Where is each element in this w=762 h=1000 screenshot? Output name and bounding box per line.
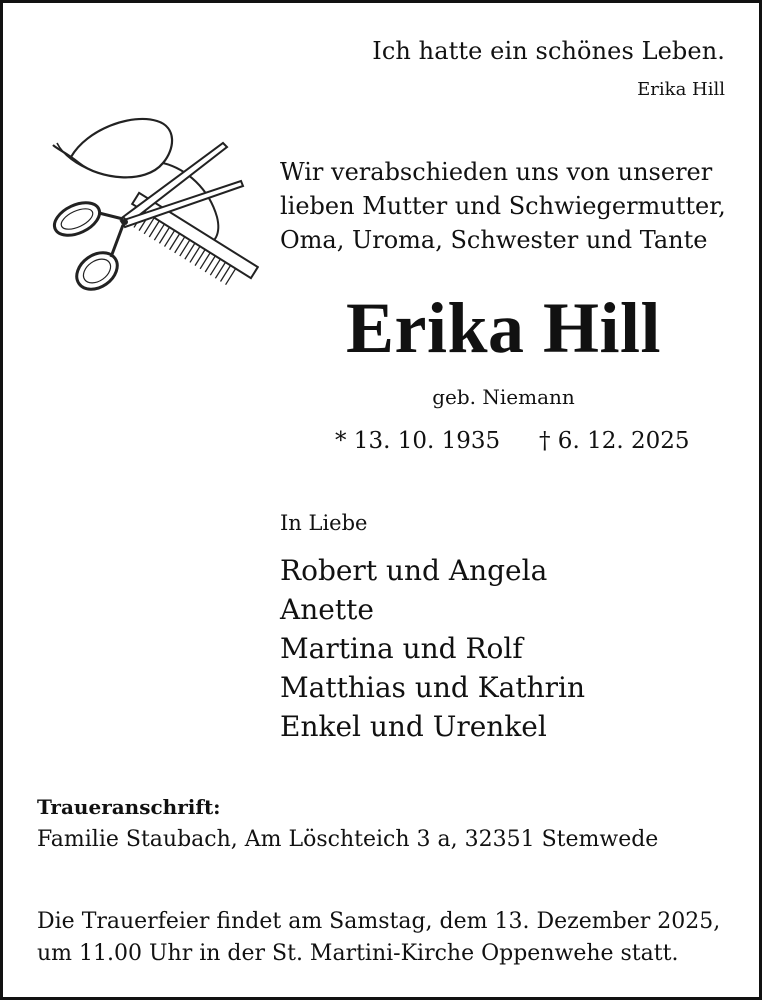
intro-line: lieben Mutter und Schwiegermutter,: [280, 192, 726, 220]
service-line: Die Trauerfeier findet am Samstag, dem 13. Dezember 2025,: [37, 909, 721, 934]
service-info: [37, 906, 720, 970]
mourner-entry: Martina und Rolf: [280, 632, 523, 665]
maiden-name: geb. Niemann: [432, 385, 575, 409]
address-text: Familie Staubach, Am Löschteich 3 a, 32351 Stemwede: [37, 827, 659, 852]
in-love-label: In Liebe: [280, 511, 368, 535]
mourner-entry: Matthias und Kathrin: [280, 671, 585, 704]
address-label: Traueranschrift:: [37, 795, 221, 819]
quote-author: Erika Hill: [637, 79, 725, 100]
intro-line: Wir verabschieden uns von unserer: [280, 158, 713, 186]
service-line: um 11.00 Uhr in der St. Martini-Kirche Oppenwehe statt.: [37, 941, 679, 966]
intro-line: Oma, Uroma, Schwester und Tante: [280, 226, 708, 254]
deceased-name: Erika Hill: [345, 288, 662, 368]
death-date: † 6. 12. 2025: [539, 428, 690, 454]
mourner-entry: Enkel und Urenkel: [280, 710, 547, 743]
scissors-comb-icon: [27, 109, 259, 299]
mourner-entry: Robert und Angela: [280, 554, 548, 587]
birth-date: * 13. 10. 1935: [335, 428, 501, 454]
intro-text: [280, 155, 726, 257]
quote-text: Ich hatte ein schönes Leben.: [372, 37, 725, 65]
mourner-entry: Anette: [280, 593, 374, 626]
mourners-list: [280, 551, 585, 746]
